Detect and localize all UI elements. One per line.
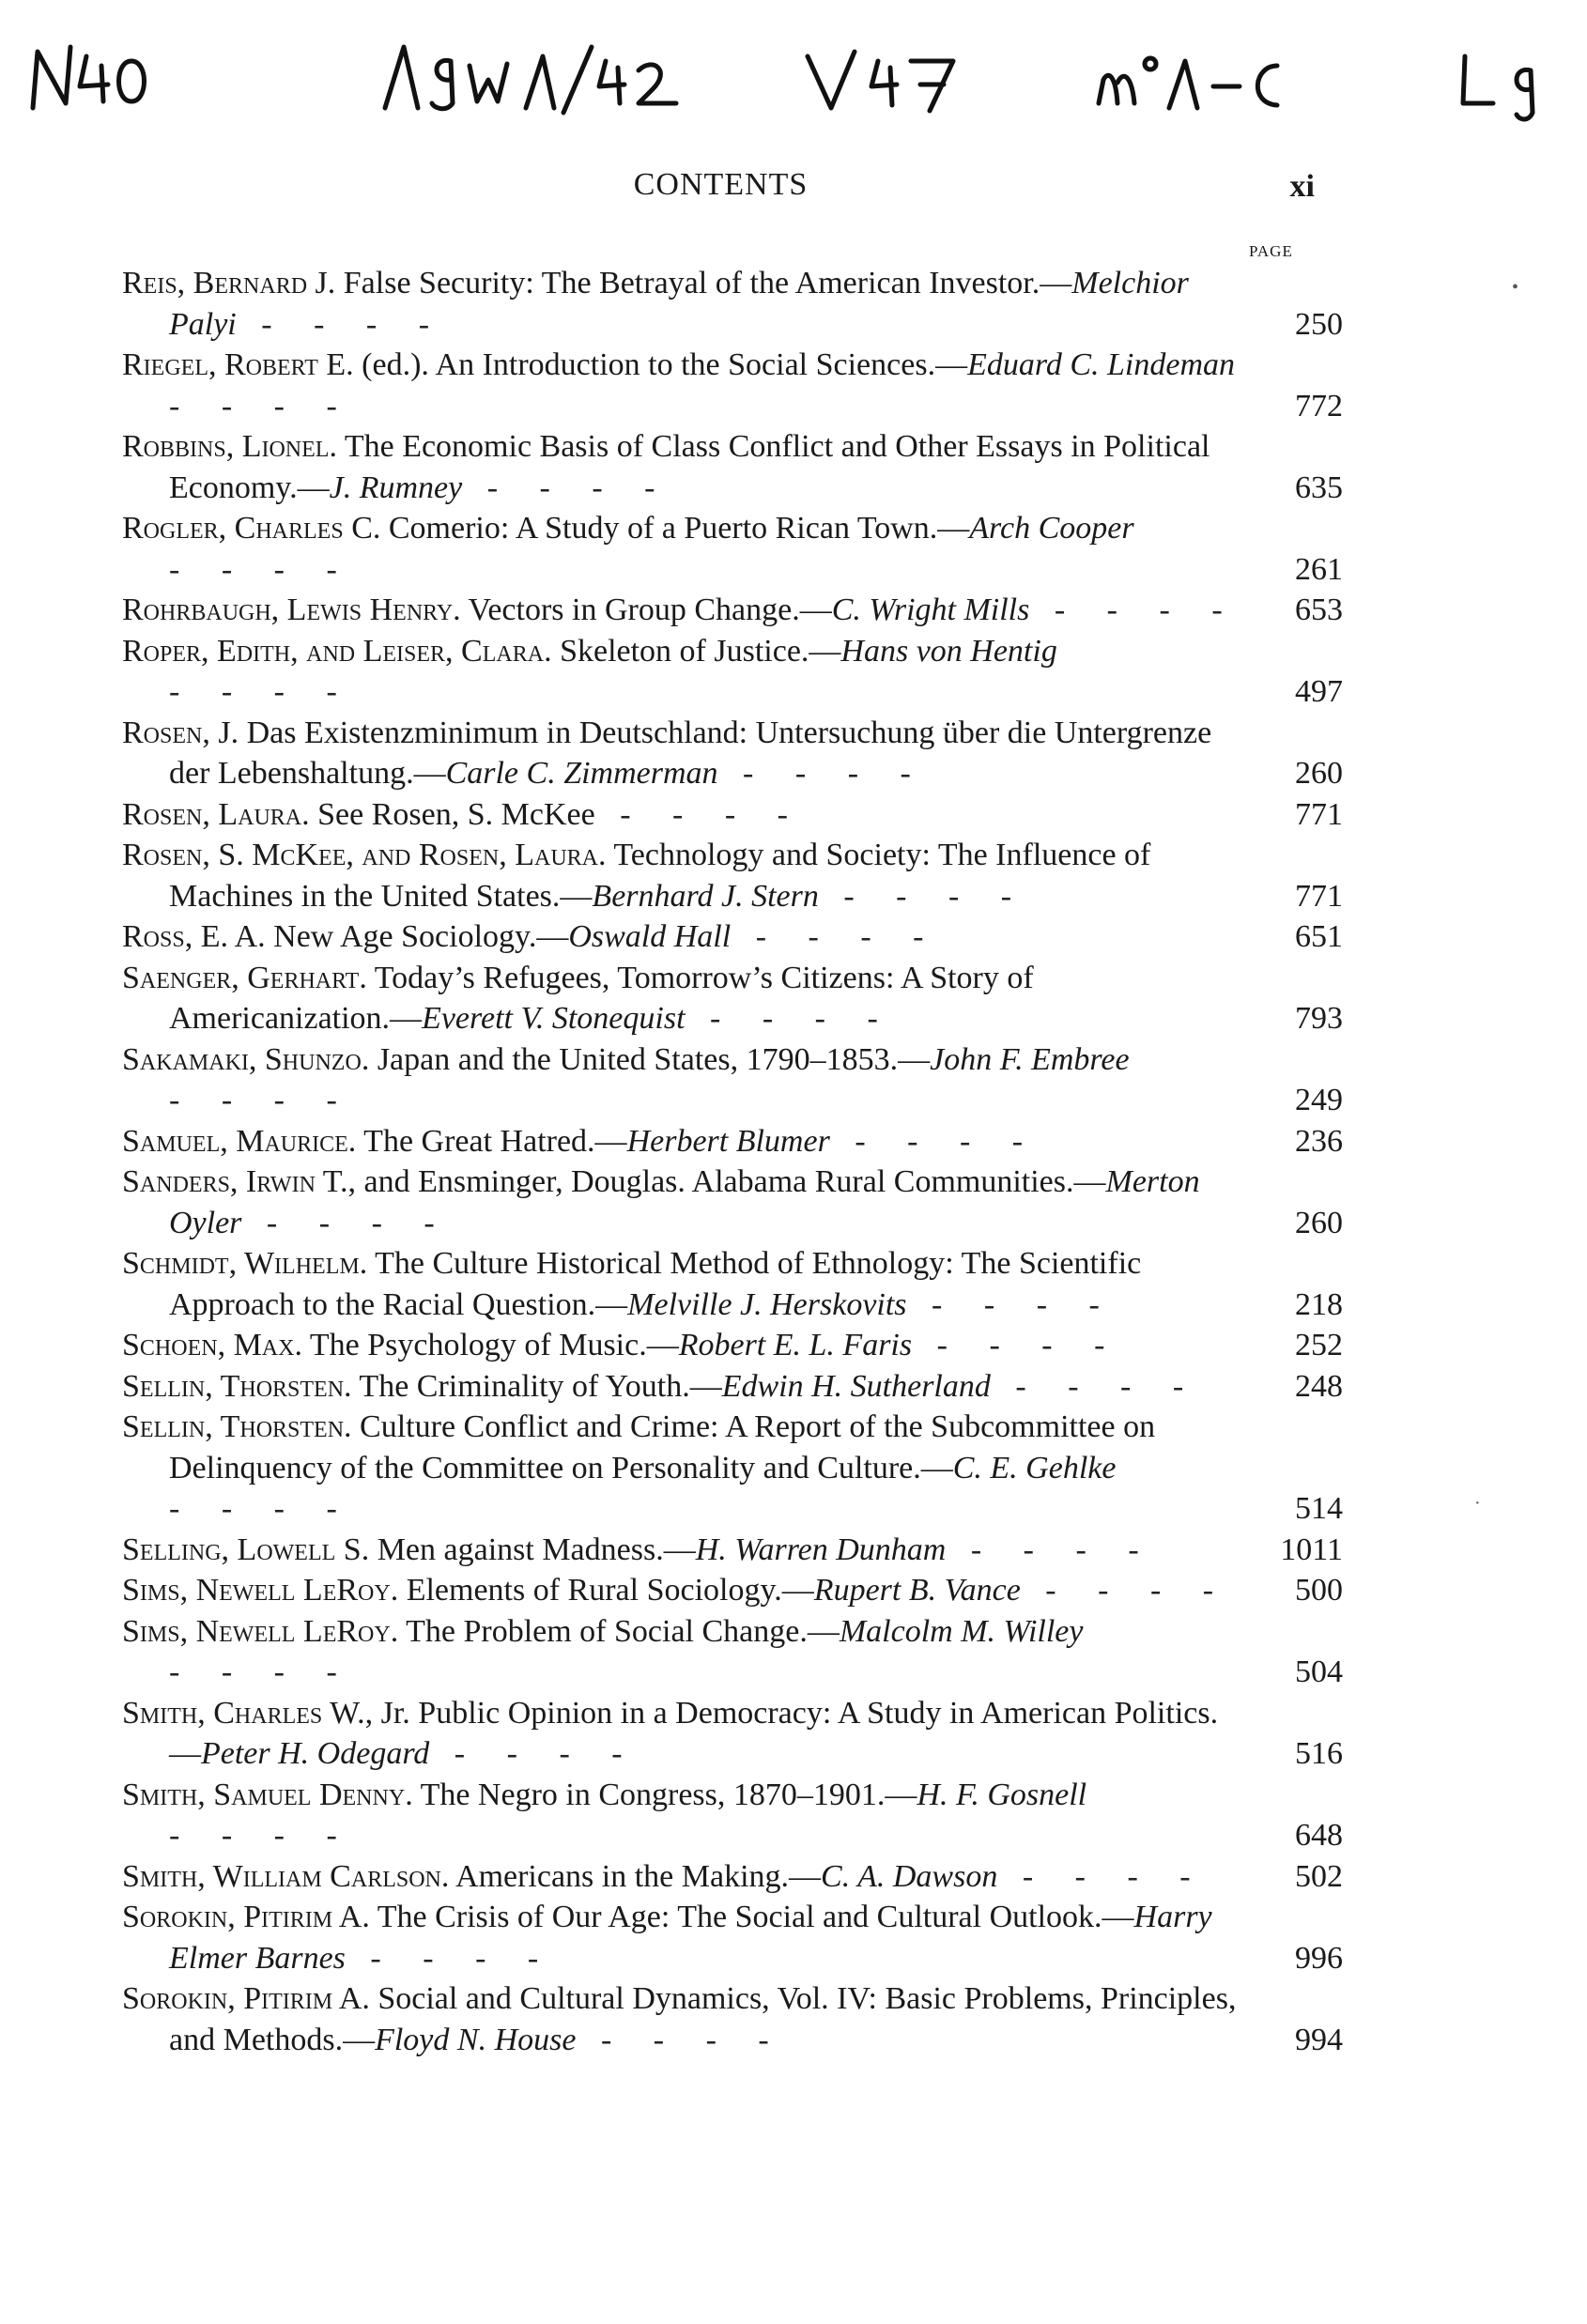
entry-reviewer: Everett V. Stonequist bbox=[422, 1001, 686, 1036]
dot-leader: - - - - bbox=[594, 796, 805, 832]
entry-author: Saenger, Gerhart bbox=[122, 960, 360, 995]
entry-page-number: 497 bbox=[1295, 674, 1343, 709]
entry-author: Rogler, Charles bbox=[122, 511, 344, 546]
entry-page-number: 502 bbox=[1295, 1858, 1343, 1894]
contents-entry bbox=[122, 713, 1343, 794]
entry-page-number: 772 bbox=[1295, 388, 1343, 423]
entry-reviewer: Hans von Hentig bbox=[840, 633, 1057, 669]
entry-reviewer: Robert E. L. Faris bbox=[678, 1328, 913, 1362]
dot-leader: - - - - bbox=[946, 1531, 1156, 1567]
dot-leader: - - - - bbox=[906, 1286, 1117, 1322]
entry-title: . Japan and the United States, 1790–1853.— bbox=[361, 1041, 931, 1077]
contents-entry bbox=[122, 1039, 1343, 1121]
entry-title: , E. A. New Age Sociology.— bbox=[184, 919, 569, 954]
contents-entry bbox=[122, 1775, 1343, 1856]
entry-title: . The Culture Historical Method of Ethnology: The Scientific Approach to the Racial Question.— bbox=[169, 1246, 1142, 1322]
entry-reviewer: Melchior Palyi bbox=[169, 266, 1189, 342]
dot-leader: - - - - bbox=[345, 1940, 556, 1976]
margin-speck: · bbox=[1474, 1493, 1481, 1514]
dot-leader: - - - - bbox=[731, 919, 941, 954]
contents-entry bbox=[122, 1530, 1343, 1571]
entry-title: J. False Security: The Betrayal of the American Investor.— bbox=[307, 266, 1072, 300]
entry-reviewer: H. F. Gosnell bbox=[917, 1777, 1087, 1812]
entry-reviewer: Eduard C. Lindeman bbox=[967, 347, 1235, 382]
entry-page-number: 516 bbox=[1295, 1736, 1343, 1771]
entry-author: Sims, Newell LeRoy bbox=[122, 1613, 391, 1649]
entry-title: . Americans in the Making.— bbox=[440, 1858, 822, 1894]
handwriting-image bbox=[28, 28, 1559, 131]
entry-author: Rosen bbox=[122, 715, 203, 750]
entry-reviewer: Bernhard J. Stern bbox=[592, 878, 819, 914]
contents-entry bbox=[122, 1856, 1343, 1898]
page-title: CONTENTS bbox=[633, 167, 809, 202]
entry-title: . Vectors in Group Change.— bbox=[453, 593, 832, 627]
entry-author: Riegel, Robert bbox=[122, 347, 318, 382]
dot-leader: - - - - bbox=[685, 1001, 895, 1036]
contents-entry bbox=[122, 835, 1343, 916]
entry-page-number: 249 bbox=[1295, 1083, 1343, 1117]
entry-page-number: 260 bbox=[1295, 756, 1343, 791]
entry-page-number: 250 bbox=[1295, 306, 1343, 342]
dot-leader: - - - - bbox=[241, 1205, 452, 1240]
entry-title: , J. Das Existenzminimum in Deutschland: Untersuchung über die Untergrenze der Lebenshaltung.— bbox=[169, 715, 1212, 791]
entry-page-number: 648 bbox=[1295, 1818, 1343, 1853]
dot-leader: - - - - bbox=[829, 1123, 1040, 1159]
entry-author: Rosen, Laura bbox=[122, 796, 302, 832]
entry-author: Sims, Newell LeRoy bbox=[122, 1573, 391, 1608]
entry-title: A. The Crisis of Our Age: The Social and Cultural Outlook.— bbox=[332, 1900, 1134, 1934]
dot-leader: - - - - bbox=[169, 388, 354, 423]
entry-reviewer: J. Rumney bbox=[329, 469, 463, 505]
contents-entry bbox=[122, 1243, 1343, 1325]
entry-title: T., and Ensminger, Douglas. Alabama Rural Communities.— bbox=[315, 1164, 1106, 1199]
entry-title: . Skeleton of Justice.— bbox=[544, 633, 841, 669]
contents-entry bbox=[122, 1366, 1343, 1408]
entry-page-number: 771 bbox=[1295, 796, 1343, 832]
dot-leader: - - - - bbox=[717, 756, 928, 791]
entry-reviewer: Carle C. Zimmerman bbox=[445, 756, 718, 791]
dot-leader: - - - - bbox=[1029, 593, 1240, 627]
dot-leader: - - - - bbox=[462, 469, 672, 505]
contents-entry bbox=[122, 794, 1343, 836]
entry-page-number: 635 bbox=[1295, 469, 1343, 505]
entry-page-number: 793 bbox=[1295, 1001, 1343, 1036]
entry-author: Smith, William Carlson bbox=[122, 1858, 441, 1894]
entry-reviewer: H. Warren Dunham bbox=[695, 1531, 947, 1567]
entry-author: Reis, Bernard bbox=[122, 266, 308, 300]
contents-entry bbox=[122, 1407, 1343, 1530]
entry-author: Selling, Lowell bbox=[122, 1531, 336, 1567]
page-number: xi bbox=[1289, 169, 1315, 204]
entry-author: Robbins, Lionel bbox=[122, 429, 330, 464]
dot-leader: - - - - bbox=[169, 1491, 354, 1526]
entry-title: . The Economic Basis of Class Conflict and Other Essays in Political Economy.— bbox=[169, 429, 1210, 505]
contents-entry bbox=[122, 1325, 1343, 1366]
entry-reviewer: John F. Embree bbox=[930, 1041, 1130, 1077]
entry-reviewer: Herbert Blumer bbox=[626, 1123, 830, 1159]
entry-title: . The Psychology of Music.— bbox=[294, 1328, 679, 1362]
handwritten-catalog-note bbox=[28, 28, 1559, 131]
entry-reviewer: C. Wright Mills bbox=[831, 593, 1030, 627]
entry-author: Sanders, Irwin bbox=[122, 1164, 316, 1199]
dot-leader: - - - - bbox=[997, 1858, 1208, 1894]
entry-title: . The Criminality of Youth.— bbox=[344, 1368, 722, 1404]
dot-leader: - - - - bbox=[429, 1736, 639, 1771]
entry-reviewer: Oswald Hall bbox=[568, 919, 732, 954]
entry-reviewer: Floyd N. House bbox=[375, 2022, 577, 2057]
entry-author: Roper, Edith, and Leiser, Clara bbox=[122, 633, 545, 669]
entry-page-number: 651 bbox=[1295, 919, 1343, 954]
contents-entry bbox=[122, 345, 1343, 426]
entry-page-number: 260 bbox=[1295, 1205, 1343, 1240]
dot-leader: - - - - bbox=[169, 1655, 354, 1689]
dot-leader: - - - - bbox=[818, 878, 1029, 914]
entry-title: . Technology and Society: The Influence of Machines in the United States.— bbox=[169, 838, 1151, 914]
entry-page-number: 771 bbox=[1295, 878, 1343, 914]
dot-leader: - - - - bbox=[169, 674, 354, 709]
entry-title: . Elements of Rural Sociology.— bbox=[390, 1573, 814, 1608]
entry-page-number: 261 bbox=[1295, 551, 1343, 587]
contents-entry bbox=[122, 1121, 1343, 1162]
entry-page-number: 248 bbox=[1295, 1368, 1343, 1404]
contents-entry bbox=[122, 1693, 1343, 1775]
entry-title: E. (ed.). An Introduction to the Social Sciences.— bbox=[317, 347, 968, 382]
entry-author: Smith, Samuel Denny bbox=[122, 1777, 406, 1812]
contents-entry bbox=[122, 631, 1343, 713]
entry-page-number: 236 bbox=[1295, 1123, 1343, 1159]
entry-author: Smith, Charles bbox=[122, 1695, 323, 1731]
dot-leader: - - - - bbox=[576, 2022, 786, 2057]
contents-entry bbox=[122, 426, 1343, 508]
dot-leader: - - - - bbox=[169, 551, 354, 587]
entry-title: S. Men against Madness.— bbox=[335, 1531, 696, 1567]
entry-author: Sellin, Thorsten bbox=[122, 1409, 345, 1444]
entry-reviewer: Edwin H. Sutherland bbox=[721, 1368, 991, 1404]
entry-page-number: 994 bbox=[1295, 2022, 1343, 2057]
contents-entry bbox=[122, 958, 1343, 1039]
entry-page-number: 218 bbox=[1295, 1286, 1343, 1322]
entry-author: Schmidt, Wilhelm bbox=[122, 1246, 360, 1281]
entry-reviewer: Peter H. Odegard bbox=[201, 1736, 430, 1771]
entry-reviewer: Merton Oyler bbox=[169, 1164, 1200, 1240]
entry-page-number: 653 bbox=[1295, 593, 1343, 627]
entry-title: . The Great Hatred.— bbox=[347, 1123, 627, 1159]
entry-page-number: 1011 bbox=[1280, 1531, 1343, 1567]
entry-reviewer: Arch Cooper bbox=[969, 511, 1134, 546]
entry-title: C. Comerio: A Study of a Puerto Rican Town.— bbox=[343, 511, 970, 546]
entry-page-number: 500 bbox=[1295, 1573, 1343, 1608]
entry-author: Sellin, Thorsten bbox=[122, 1368, 345, 1404]
entry-author: Rosen, S. McKee, and Rosen, Laura bbox=[122, 838, 598, 872]
entry-reviewer: Harry Elmer Barnes bbox=[169, 1900, 1212, 1976]
entry-author: Schoen, Max bbox=[122, 1328, 295, 1362]
dot-leader: - - - - bbox=[1020, 1573, 1231, 1608]
contents-entry bbox=[122, 263, 1343, 345]
entry-author: Sakamaki, Shunzo bbox=[122, 1041, 362, 1077]
entry-title: W., Jr. Public Opinion in a Democracy: A Study in American Politics.— bbox=[169, 1695, 1219, 1771]
dot-leader: - - - - bbox=[990, 1368, 1201, 1404]
entry-title: . Today’s Refugees, Tomorrow’s Citizens: A Story of Americanization.— bbox=[169, 960, 1034, 1036]
entry-author: Sorokin, Pitirim bbox=[122, 1900, 333, 1934]
entry-title: . Culture Conflict and Crime: A Report of the Subcommittee on Delinquency of the Committee on Personality and Culture.— bbox=[169, 1409, 1156, 1485]
entry-page-number: 252 bbox=[1295, 1328, 1343, 1362]
entry-reviewer: Rupert B. Vance bbox=[813, 1573, 1021, 1608]
contents-entry bbox=[122, 1897, 1343, 1978]
contents-entry bbox=[122, 508, 1343, 590]
margin-speck: • bbox=[1512, 277, 1519, 298]
contents-entry bbox=[122, 1162, 1343, 1243]
contents-entry bbox=[122, 1611, 1343, 1693]
entry-title: . See Rosen, S. McKee bbox=[301, 796, 595, 832]
dot-leader: - - - - bbox=[236, 306, 447, 342]
entry-page-number: 514 bbox=[1295, 1491, 1343, 1526]
entry-page-number: 996 bbox=[1295, 1940, 1343, 1976]
dot-leader: - - - - bbox=[169, 1083, 354, 1117]
contents-entry bbox=[122, 916, 1343, 958]
entry-title: A. Social and Cultural Dynamics, Vol. IV: Basic Problems, Principles, and Methods.— bbox=[169, 1981, 1237, 2057]
entry-reviewer: Melville J. Herskovits bbox=[627, 1286, 907, 1322]
entry-author: Ross bbox=[122, 919, 185, 954]
entry-reviewer: Malcolm M. Willey bbox=[839, 1613, 1084, 1649]
page-column-label: PAGE bbox=[1249, 242, 1293, 260]
contents-list bbox=[122, 263, 1343, 2060]
entry-title: . The Negro in Congress, 1870–1901.— bbox=[405, 1777, 917, 1812]
dot-leader: - - - - bbox=[912, 1328, 1122, 1362]
contents-entry bbox=[122, 1978, 1343, 2060]
contents-entry bbox=[122, 590, 1343, 631]
dot-leader: - - - - bbox=[169, 1818, 354, 1853]
entry-author: Sorokin, Pitirim bbox=[122, 1981, 333, 2016]
contents-entry bbox=[122, 1570, 1343, 1611]
entry-page-number: 504 bbox=[1295, 1655, 1343, 1689]
entry-author: Rohrbaugh, Lewis Henry bbox=[122, 593, 454, 627]
entry-reviewer: C. A. Dawson bbox=[821, 1858, 998, 1894]
entry-title: . The Problem of Social Change.— bbox=[390, 1613, 840, 1649]
entry-reviewer: C. E. Gehlke bbox=[952, 1450, 1117, 1485]
entry-author: Samuel, Maurice bbox=[122, 1123, 348, 1159]
